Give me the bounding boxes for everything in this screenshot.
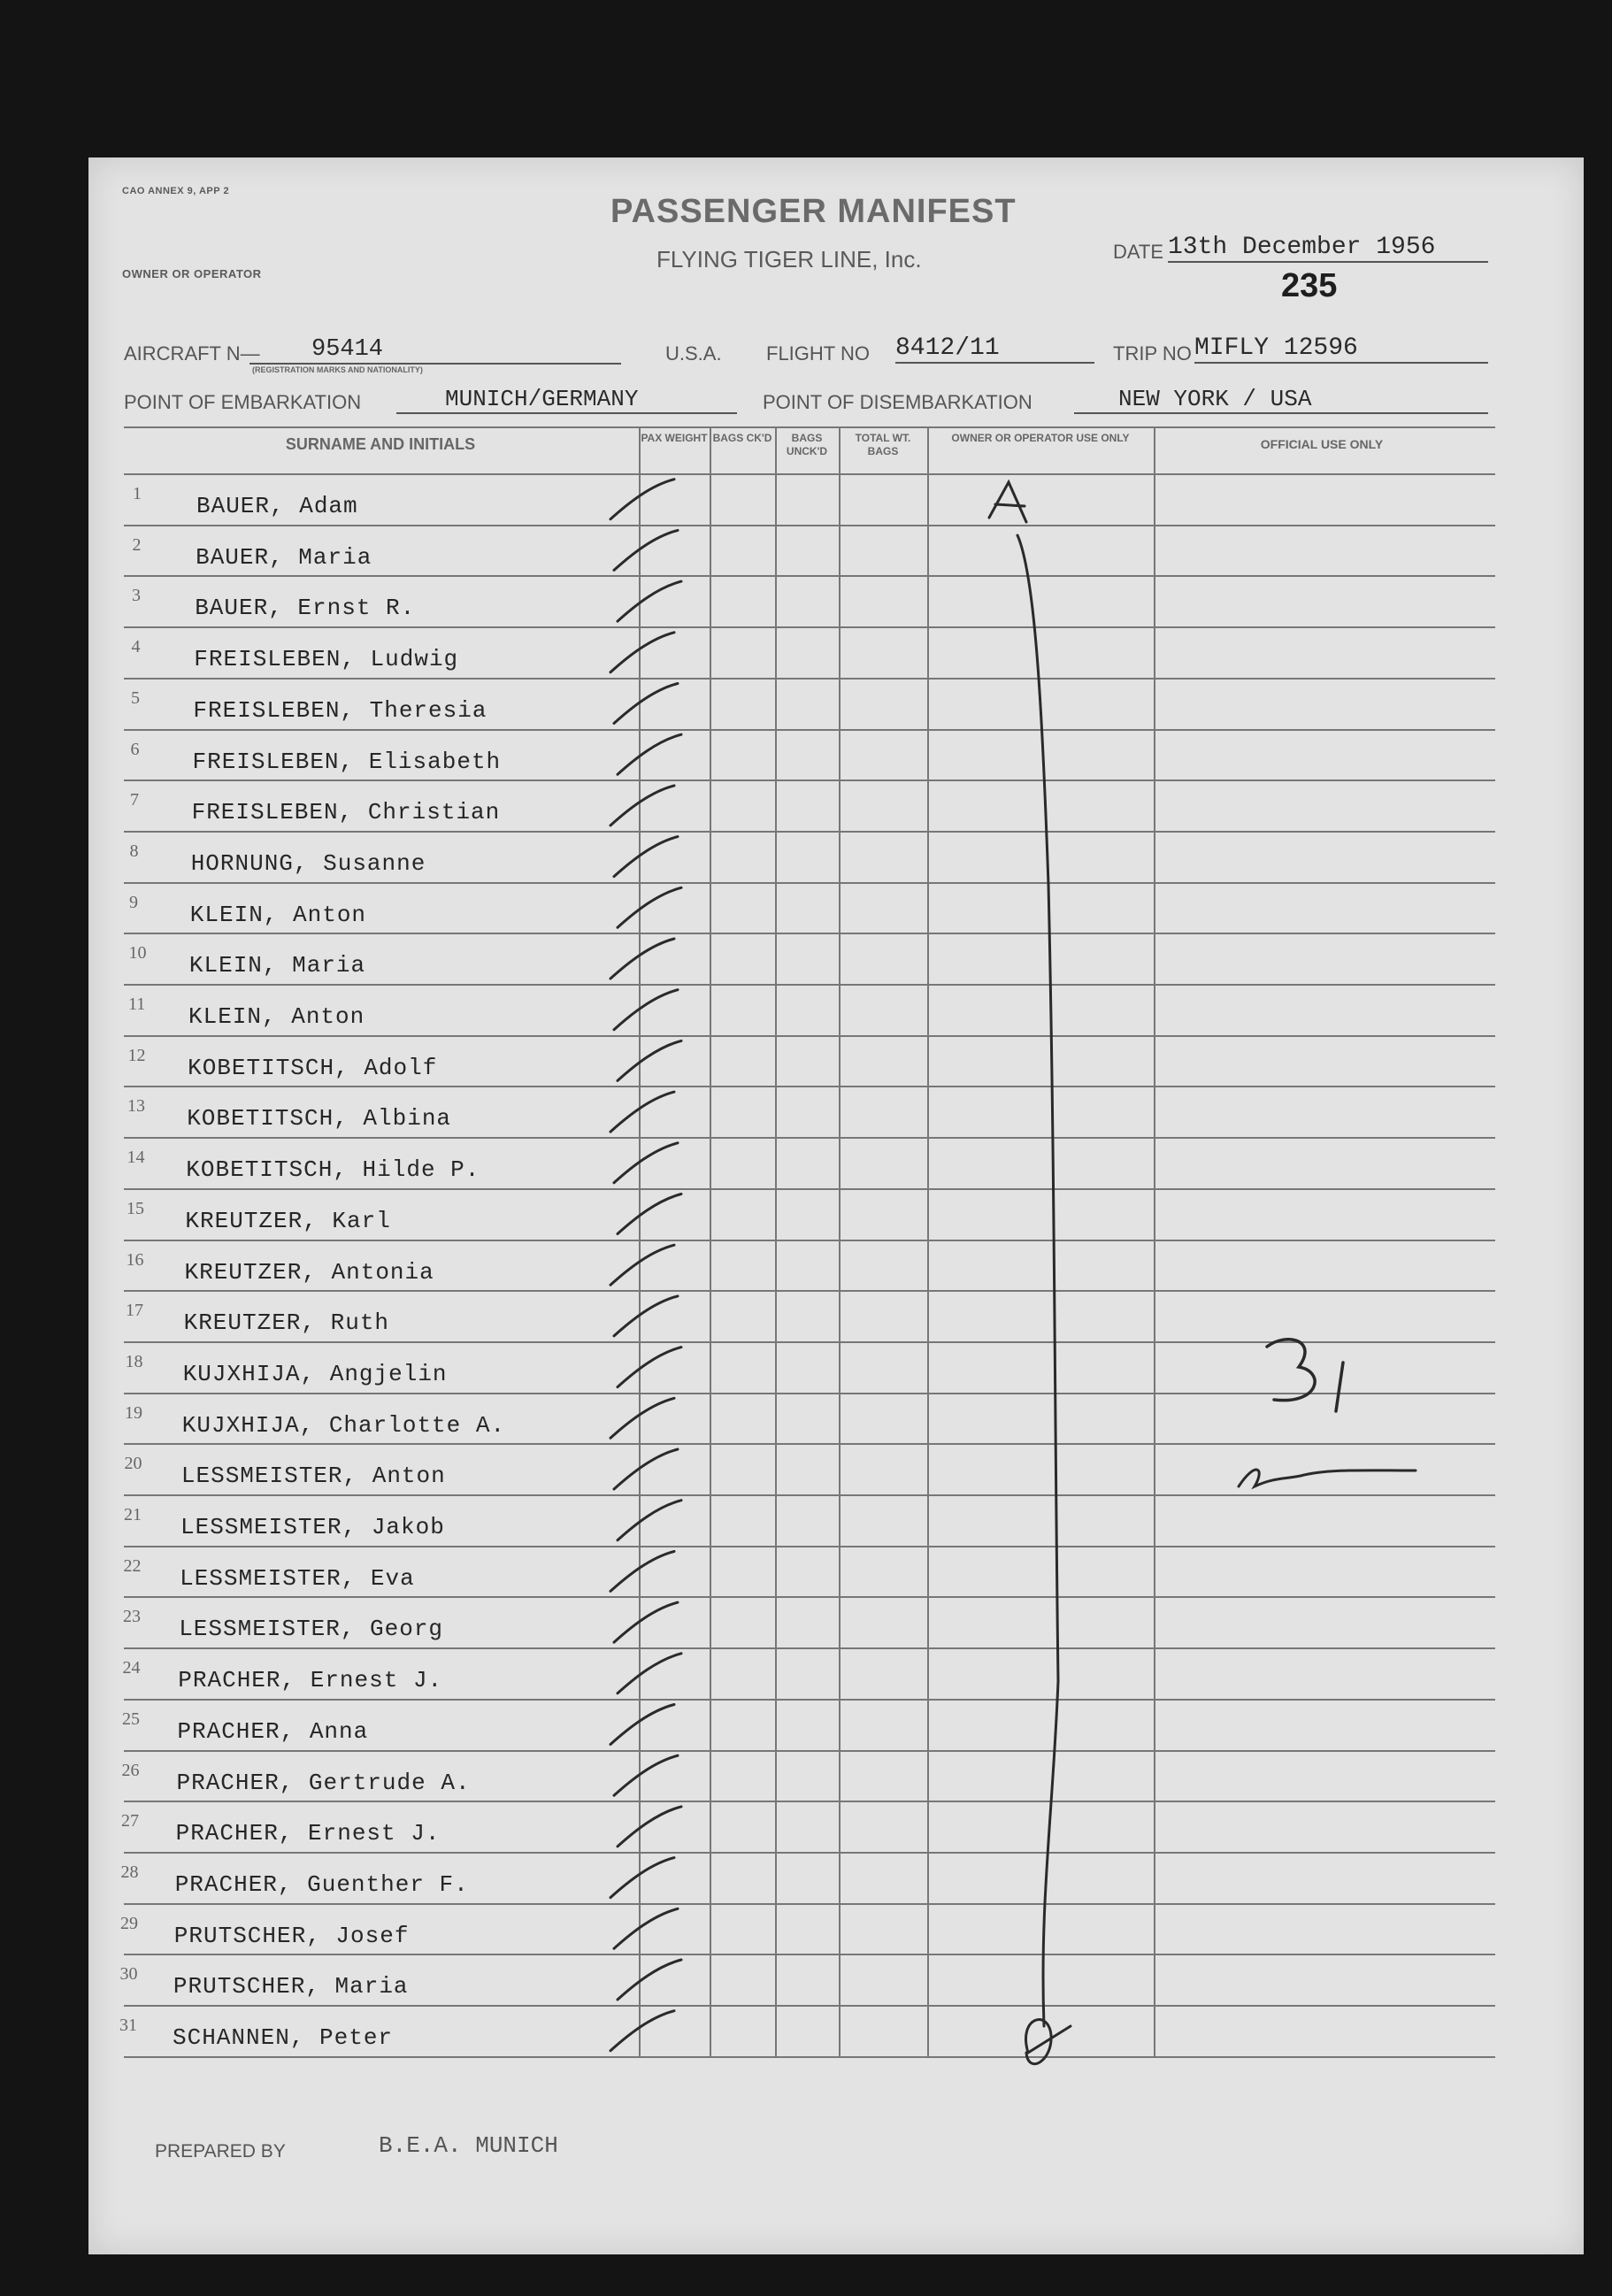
passenger-name: PRUTSCHER, Maria (173, 1973, 409, 2000)
row-number: 31 (119, 2016, 137, 2035)
handwritten-initials-mark (1239, 1470, 1416, 1486)
passenger-name: KLEIN, Anton (189, 901, 367, 928)
row-number: 15 (127, 1198, 144, 1218)
form-reference: CAO ANNEX 9, APP 2 (122, 186, 230, 196)
pax-check-mark (610, 1858, 674, 1898)
pax-check-mark (614, 530, 678, 570)
row-number: 12 (127, 1045, 146, 1065)
passenger-name: PRACHER, Guenther F. (174, 1870, 469, 1898)
pax-check-mark (610, 939, 674, 979)
row-number: 6 (130, 739, 140, 759)
passenger-name: KREUTZER, Ruth (183, 1309, 390, 1337)
row-number: 22 (123, 1555, 142, 1576)
row-number: 19 (125, 1402, 142, 1423)
trip-no-label: TRIP NO (1113, 342, 1192, 365)
col-header-bags-ckd: BAGS CK'D (712, 432, 772, 444)
handwritten-column-check-mark (989, 482, 1026, 522)
passenger-name: LESSMEISTER, Anton (180, 1463, 446, 1490)
embarkation-label: POINT OF EMBARKATION (124, 391, 362, 413)
row-number: 10 (128, 943, 147, 964)
handwritten-bottom-loop (1026, 2020, 1071, 2064)
col-header-pax-weight: PAX WEIGHT (641, 432, 708, 444)
pax-check-mark (614, 1602, 678, 1642)
row-number: 21 (124, 1505, 142, 1524)
pax-check-mark (618, 1194, 681, 1234)
row-number: 29 (120, 1913, 138, 1933)
row-number: 8 (129, 841, 139, 861)
nationality: U.S.A. (665, 342, 722, 365)
passenger-name: PRACHER, Ernest J. (178, 1667, 443, 1694)
passenger-name: BAUER, Ernst R. (195, 595, 416, 622)
pax-check-mark (618, 1348, 681, 1387)
pax-check-mark (614, 684, 678, 724)
pax-check-mark (618, 581, 681, 621)
prepared-by-value: B.E.A. MUNICH (379, 2132, 558, 2159)
col-header-total-wt: TOTAL WT. BAGS (855, 432, 911, 457)
row-number: 18 (125, 1351, 143, 1371)
handwritten-count-mark (1267, 1340, 1343, 1411)
pax-check-mark (614, 1143, 678, 1183)
passenger-name: PRACHER, Gertrude A. (176, 1769, 471, 1796)
pax-check-mark (618, 1807, 681, 1847)
row-number: 11 (128, 994, 146, 1014)
passenger-name: PRUTSCHER, Josef (173, 1922, 410, 1949)
pax-check-mark (614, 1296, 678, 1336)
row-number: 7 (130, 790, 139, 810)
disembarkation-label: POINT OF DISEMBARKATION (763, 391, 1032, 413)
passenger-name: KREUTZER, Antonia (184, 1258, 434, 1286)
col-header-bags-unckd: BAGS UNCK'D (786, 432, 828, 457)
col-header-official-use: OFFICIAL USE ONLY (1260, 437, 1384, 451)
embarkation-value: MUNICH/GERMANY (396, 386, 737, 414)
row-number: 24 (122, 1658, 141, 1678)
row-number: 14 (127, 1148, 145, 1168)
trip-no-value: MIFLY 12596 (1194, 334, 1488, 364)
passenger-name: HORNUNG, Susanne (190, 849, 426, 877)
pax-check-mark (618, 1501, 681, 1540)
passenger-name: FREISLEBEN, Christian (191, 799, 501, 826)
passenger-name: LESSMEISTER, Eva (180, 1564, 415, 1592)
pax-check-mark (618, 1040, 681, 1080)
pax-check-mark (610, 1551, 674, 1591)
row-number: 5 (131, 687, 140, 708)
passenger-name: FREISLEBEN, Elisabeth (192, 748, 502, 775)
date-label: DATE (1113, 241, 1164, 263)
passenger-name: KLEIN, Maria (188, 952, 366, 979)
pax-check-mark (614, 1908, 678, 1948)
passenger-name: LESSMEISTER, Georg (179, 1616, 444, 1643)
passenger-name: FREISLEBEN, Theresia (193, 696, 487, 724)
date-value: 13th December 1956 (1168, 234, 1488, 263)
handwritten-column-bracket-line (1017, 535, 1058, 2026)
pax-check-mark (610, 2011, 674, 2051)
row-number: 27 (121, 1811, 139, 1831)
pax-check-mark (614, 837, 678, 877)
pax-check-mark (618, 1654, 681, 1693)
row-number: 17 (126, 1301, 143, 1321)
row-number: 2 (132, 534, 142, 555)
passenger-name: KUJXHIJA, Angjelin (182, 1360, 448, 1387)
passenger-name: SCHANNEN, Peter (173, 2024, 394, 2051)
row-number: 9 (129, 892, 138, 912)
row-number: 3 (132, 586, 141, 606)
row-number: 4 (131, 637, 141, 657)
passenger-name: KOBETITSCH, Adolf (188, 1054, 438, 1081)
row-number: 13 (127, 1096, 145, 1117)
pax-check-mark (618, 734, 681, 774)
pax-check-mark (614, 1449, 678, 1489)
row-number: 25 (122, 1709, 140, 1729)
row-number: 1 (133, 484, 142, 503)
row-number: 16 (126, 1249, 144, 1270)
passenger-name: LESSMEISTER, Jakob (180, 1514, 445, 1540)
passenger-name: KUJXHIJA, Charlotte A. (181, 1411, 506, 1439)
row-number: 26 (121, 1760, 140, 1780)
row-number: 20 (124, 1454, 142, 1474)
pax-check-mark (610, 1245, 674, 1285)
company-name: FLYING TIGER LINE, Inc. (656, 246, 922, 273)
flight-no-label: FLIGHT NO (766, 342, 870, 365)
pax-check-mark (614, 1755, 678, 1795)
aircraft-value: 95414 (249, 336, 621, 365)
passenger-name: KREUTZER, Karl (185, 1207, 391, 1234)
aircraft-label: AIRCRAFT N— (124, 342, 260, 365)
passenger-name: KOBETITSCH, Albina (187, 1105, 452, 1133)
pax-check-mark (610, 1398, 674, 1438)
col-header-owner-use: OWNER OR OPERATOR USE ONLY (951, 432, 1130, 444)
registration-note: (REGISTRATION MARKS AND NATIONALITY) (252, 365, 423, 374)
page-number: 235 (1281, 267, 1338, 304)
pax-check-mark (618, 887, 681, 927)
passenger-name: PRACHER, Anna (177, 1717, 369, 1745)
passenger-name: FREISLEBEN, Ludwig (194, 646, 459, 673)
disembarkation-value: NEW YORK / USA (1074, 386, 1488, 414)
pax-check-mark (610, 480, 674, 519)
passenger-name: KLEIN, Anton (188, 1003, 365, 1030)
passenger-name: BAUER, Adam (196, 493, 358, 519)
owner-operator-label: OWNER OR OPERATOR (122, 267, 262, 280)
col-header-name: SURNAME AND INITIALS (285, 435, 476, 453)
pax-check-mark (614, 990, 678, 1030)
prepared-by-label: PREPARED BY (155, 2141, 286, 2162)
pax-check-mark (610, 633, 674, 672)
manifest-title: PASSENGER MANIFEST (610, 193, 1017, 230)
row-number: 23 (123, 1607, 141, 1627)
pax-check-mark (610, 786, 674, 825)
passenger-name: KOBETITSCH, Hilde P. (186, 1156, 480, 1184)
pax-check-mark (610, 1705, 674, 1745)
passenger-name: BAUER, Maria (196, 543, 372, 571)
row-number: 30 (119, 1964, 138, 1985)
row-number: 28 (120, 1862, 139, 1882)
flight-no-value: 8412/11 (895, 334, 1094, 364)
passenger-name: PRACHER, Ernest J. (175, 1820, 441, 1847)
pax-check-mark (610, 1092, 674, 1132)
pax-check-mark (618, 1960, 681, 2000)
